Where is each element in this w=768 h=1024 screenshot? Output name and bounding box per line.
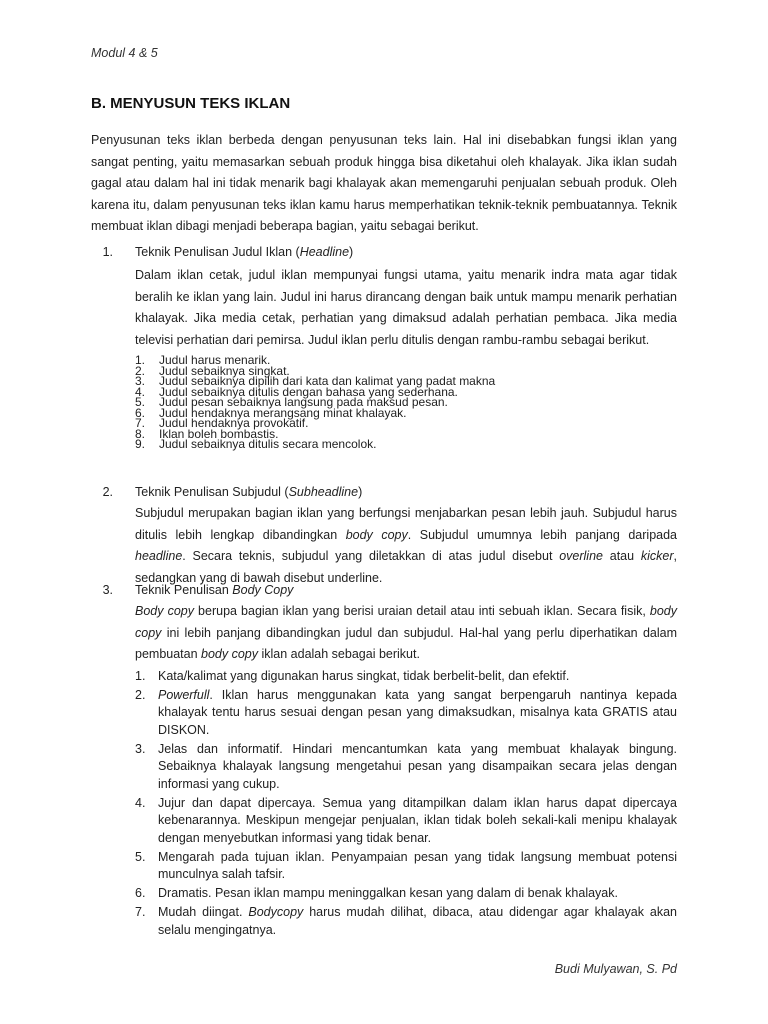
heading-end: ) <box>349 245 354 259</box>
list-item: 4. Judul sebaiknya ditulis dengan bahasa yang sederhana. <box>135 384 458 399</box>
list-item: 9. Judul sebaiknya ditulis secara mencolok. <box>135 437 377 451</box>
section-number: 2. <box>102 485 113 499</box>
list-item: 6. Dramatis. Pesan iklan mampu meninggalkan kesan yang dalam di benak khalayak. <box>135 886 618 900</box>
author-footer: Budi Mulyawan, S. Pd <box>554 962 677 976</box>
heading-italic: Body Copy <box>232 583 294 597</box>
section-number: 1. <box>102 245 113 259</box>
section-headline <box>91 243 677 450</box>
rules-list <box>135 355 677 450</box>
heading-italic: Headline <box>299 245 350 259</box>
section-body-copy <box>91 581 677 941</box>
list-item: 8. Iklan boleh bombastis. <box>135 426 279 441</box>
heading-end: ) <box>358 485 363 499</box>
section-subheadline <box>91 483 677 589</box>
section-body: Dalam iklan cetak, judul iklan mempunyai fungsi utama, yaitu menarik indra mata agar tidak beralih ke iklan yang lain. Judul ini harus dirancang dengan baik untuk mampu menarik perhatian khalayak. Jika media cetak, perhatian yang dimaksud adalah perhatian pembaca. Jika media televisi perhatian dari pemirsa. Judul iklan perlu ditulis dengan rambu-rambu sebagai berikut. <box>135 268 677 347</box>
running-header: Modul 4 & 5 <box>91 46 158 60</box>
section-heading <box>91 243 677 261</box>
section-heading <box>91 483 677 501</box>
list-item: 4. Jujur dan dapat dipercaya. Semua yang ditampilkan dalam iklan harus dapat dipercaya kebenarannya. Meskipun mengejar penjualan, iklan tidak boleh sekali-kali menipu khalayak dengan menyebutkan informasi yang tidak benar. <box>135 795 677 845</box>
list-item: 2. Judul sebaiknya singkat. <box>135 363 290 378</box>
list-item: 3. Jelas dan informatif. Hindari mencantumkan kata yang membuat khalayak bingung. Sebaiknya khalayak langsung mengetahui pesan yang disampaikan secara jelas dengan informasi yang cukup. <box>135 741 677 791</box>
list-item: 2. Powerfull. Iklan harus menggunakan kata yang sangat berpengaruh nantinya kepada khalayak tentu harus sesuai dengan pesan yang dimaksudkan, misalnya kata GRATIS atau DISKON. <box>135 687 677 737</box>
list-item: 7. Mudah diingat. Bodycopy harus mudah dilihat, dibaca, atau didengar agar khalayak akan selalu mengingatnya. <box>135 905 677 937</box>
section-number: 3. <box>102 583 113 597</box>
heading-text: Teknik Penulisan Subjudul ( <box>135 485 289 499</box>
section-body: Subjudul merupakan bagian iklan yang berfungsi menjabarkan pesan lebih jauh. Subjudul harus ditulis lebih lengkap dibandingkan body copy. Subjudul umumnya lebih panjang daripada headline. Secara teknis, subjudul yang diletakkan di atas judul disebut overline atau kicker, sedangkan yang di bawah disebut underline. <box>135 506 678 585</box>
list-item: 1. Judul harus menarik. <box>135 353 271 367</box>
list-item: 7. Judul hendaknya provokatif. <box>135 416 309 430</box>
section-title: B. MENYUSUN TEKS IKLAN <box>91 95 291 112</box>
intro-paragraph: Penyusunan teks iklan berbeda dengan penyusunan teks lain. Hal ini disebabkan fungsi iklan yang sangat penting, yaitu memasarkan sebuah produk hingga bisa diketahui oleh khalayak. Jika iklan sudah gagal atau dalam hal ini tidak menarik bagi khalayak akan memengaruhi penjualan sebuah produk. Oleh karena itu, dalam penyusunan teks iklan kamu harus memperhatikan teknik-teknik pembuatannya. Teknik membuat iklan dibagi menjadi beberapa bagian, yaitu sebagai berikut. <box>91 133 677 233</box>
body-copy-list <box>135 668 677 940</box>
list-item: 5. Judul pesan sebaiknya langsung pada maksud pesan. <box>135 395 448 409</box>
section-heading <box>91 581 677 599</box>
list-item: 1. Kata/kalimat yang digunakan harus singkat, tidak berbelit-belit, dan efektif. <box>135 668 570 683</box>
heading-text: Teknik Penulisan <box>135 583 233 597</box>
list-item: 6. Judul hendaknya merangsang minat khalayak. <box>135 405 407 420</box>
heading-text: Teknik Penulisan Judul Iklan ( <box>135 245 300 259</box>
list-item: 5. Mengarah pada tujuan iklan. Penyampaian pesan yang tidak langsung membuat potensi munculnya salah tafsir. <box>135 849 677 881</box>
heading-italic: Subheadline <box>288 485 359 499</box>
section-body: Body copy berupa bagian iklan yang berisi uraian detail atau inti sebuah iklan. Secara fisik, body copy ini lebih panjang dibandingkan judul dan subjudul. Hal-hal yang perlu diperhatikan dalam pembuatan body copy iklan adalah sebagai berikut. <box>135 604 678 661</box>
list-item: 3. Judul sebaiknya dipilih dari kata dan kalimat yang padat makna <box>135 374 496 388</box>
